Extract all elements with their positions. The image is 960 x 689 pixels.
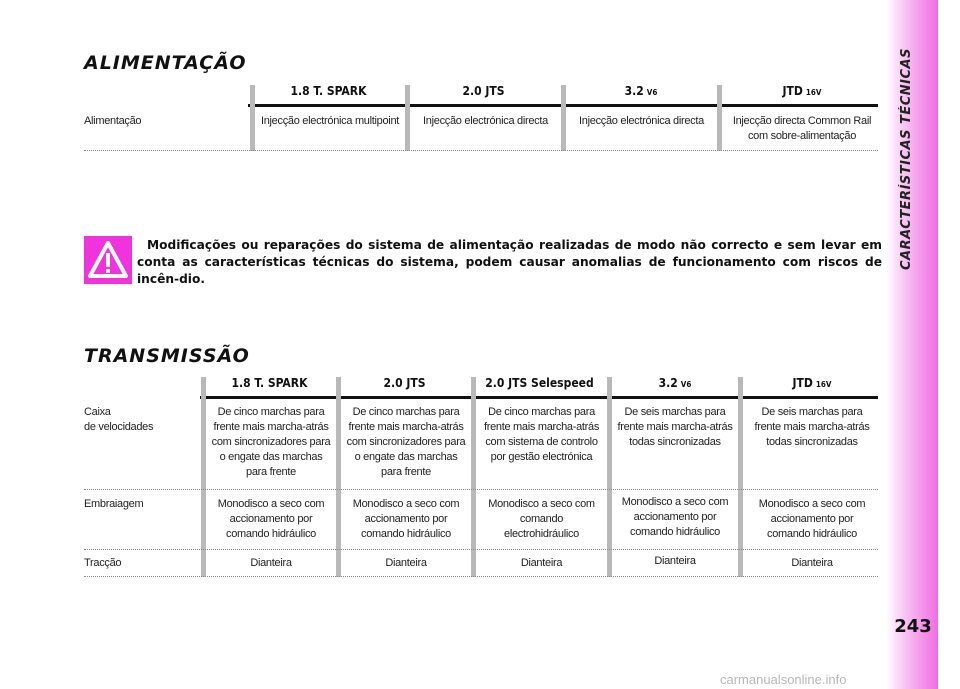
alim-col-header-3: 3.2 V6 xyxy=(624,84,658,98)
trans-row-rule-1 xyxy=(84,489,878,490)
trans-col-header-3: 2.0 JTS Selespeed xyxy=(485,376,594,390)
trans-cell-caixa-5: De seis marchas para frente mais marcha-atrás todas sincronizadas xyxy=(754,406,870,448)
alim-cell-1: Injecção electrónica multipoint xyxy=(260,115,400,127)
trans-col-header-2: 2.0 JTS xyxy=(383,376,426,390)
trans-cell-traccao-3: Dianteira xyxy=(520,557,563,569)
trans-header-rule xyxy=(200,396,878,399)
warning-triangle-icon xyxy=(84,236,132,284)
trans-cell-caixa-3: De cinco marchas para frente mais marcha-atrás com sistema de controlo por gestão electrónica xyxy=(483,406,600,463)
trans-col-header-1: 1.8 T. SPARK xyxy=(231,376,308,390)
alim-col-header-4: JTD 16V xyxy=(782,84,822,98)
alim-cell-2: Injecção electrónica directa xyxy=(423,115,548,127)
trans-cell-caixa-1: De cinco marchas para frente mais marcha-atrás com sincronizadores para o engate das marchas para frente xyxy=(211,406,331,478)
transmissao-title: TRANSMISSÃO xyxy=(84,345,250,367)
trans-row-rule-3 xyxy=(84,576,878,577)
alim-cell-3: Injecção electrónica directa xyxy=(579,115,704,127)
alim-cell-4: Injecção directa Common Rail com sobre-alimentação xyxy=(732,115,872,142)
watermark-text: carmanualsonline.info xyxy=(720,672,847,687)
trans-cell-embraiagem-5: Monodisco a seco com accionamento por comando hidráulico xyxy=(758,498,866,540)
trans-row-label-caixa: Caixa de velocidades xyxy=(84,406,154,433)
trans-row-label-embraiagem: Embraiagem xyxy=(84,498,144,510)
trans-cell-traccao-2: Dianteira xyxy=(385,557,427,569)
alimentacao-title: ALIMENTAÇÃO xyxy=(84,52,247,74)
trans-cell-caixa-2: De cinco marchas para frente mais marcha-atrás com sincronizadores para o engate das marchas para frente xyxy=(346,406,466,478)
section-sidebar-title: CARACTERÍSTICAS TÉCNICAS xyxy=(899,48,914,270)
warning-text: Modificações ou reparações do sistema de alimentação realizadas de modo não correcto e sem levar em conta as características técnicas do sistema, podem causar anomalias de funcionamento com riscos de incên-dio. xyxy=(137,238,882,286)
trans-cell-traccao-4: Dianteira xyxy=(654,555,696,567)
trans-cell-embraiagem-3: Monodisco a seco com comando electrohidráulico xyxy=(488,498,595,540)
trans-cell-traccao-5: Dianteira xyxy=(791,557,833,569)
trans-cell-embraiagem-4: Monodisco a seco com accionamento por comando hidráulico xyxy=(621,496,729,538)
trans-cell-embraiagem-2: Monodisco a seco com accionamento por comando hidráulico xyxy=(352,498,460,540)
page-number: 243 xyxy=(894,616,932,637)
alim-col-header-1: 1.8 T. SPARK xyxy=(290,84,367,98)
trans-cell-traccao-1: Dianteira xyxy=(250,557,292,569)
trans-row-label-traccao: Tracção xyxy=(84,557,122,569)
trans-cell-caixa-4: De seis marchas para frente mais marcha-atrás todas sincronizadas xyxy=(617,406,733,448)
trans-col-header-4: 3.2 V6 xyxy=(658,376,692,390)
alim-row-rule xyxy=(84,150,878,151)
trans-cell-embraiagem-1: Monodisco a seco com accionamento por comando hidráulico xyxy=(217,498,325,540)
alim-col-header-2: 2.0 JTS xyxy=(462,84,505,98)
trans-col-header-5: JTD 16V xyxy=(792,376,832,390)
alim-row-label: Alimentação xyxy=(84,115,142,127)
trans-row-rule-2 xyxy=(84,549,878,550)
